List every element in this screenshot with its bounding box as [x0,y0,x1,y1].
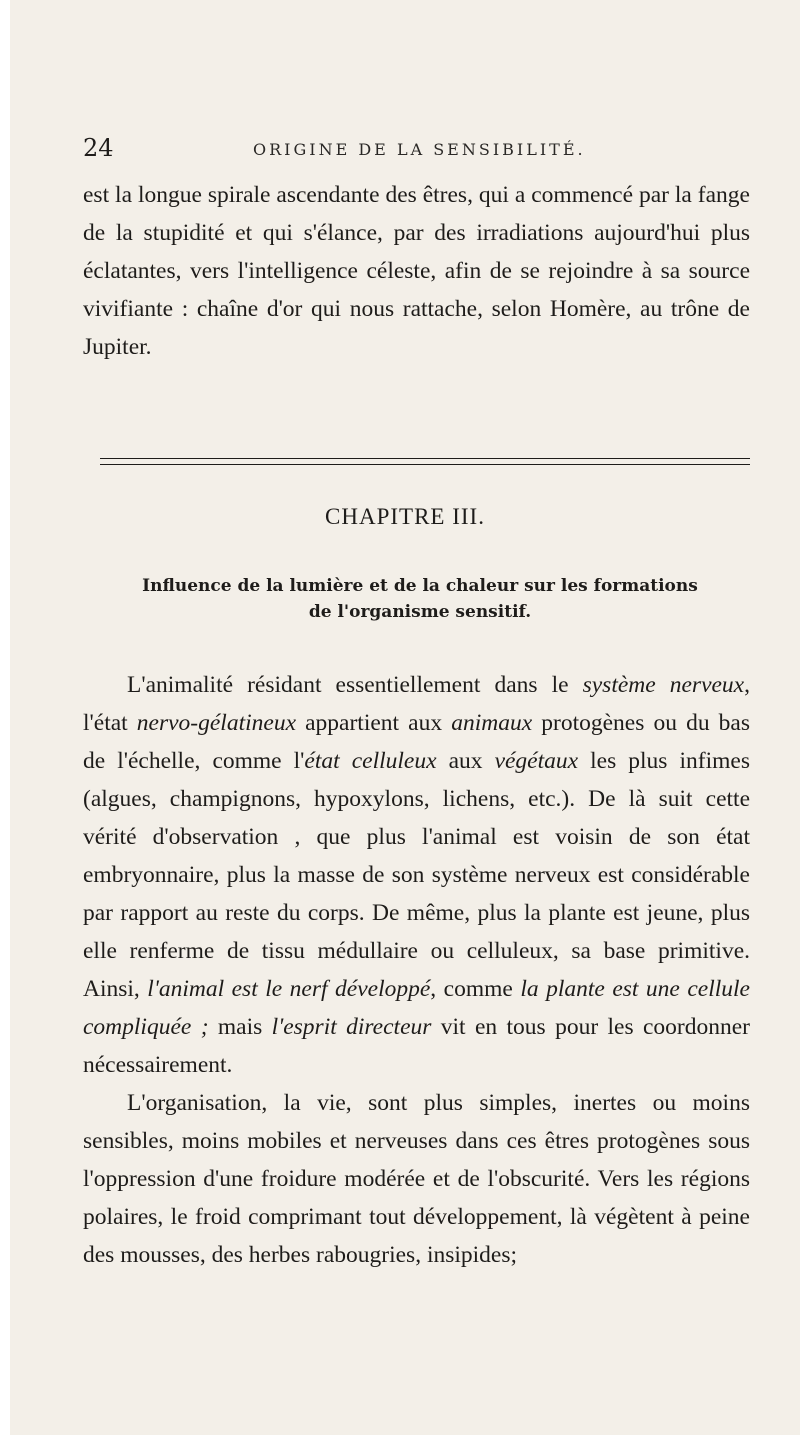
paragraph-continued [83,176,750,366]
page-number: 24 [83,134,114,162]
double-rule-top [100,458,750,459]
chapter-subtitle [90,573,750,625]
double-rule-bottom [100,464,750,465]
page-header [83,134,743,174]
chapter-subtitle-line2: de l'organisme sensitif. [308,602,532,622]
chapter-subtitle-line1: Influence de la lumière et de la chaleur sur les formations [142,576,698,596]
chapter-title: CHAPITRE III. [325,504,485,529]
chapter-body [83,666,750,1274]
paragraph-1: L'animalité résidant essentiellement dans le système nerveux, l'état nervo-gélatineux appartient aux animaux protogènes ou du bas de l'échelle, comme l'état celluleux aux végétaux les plus infimes (algues, champignons, hypoxylons, lichens, etc.). De là suit cette vérité d'observation , que plus l'animal est voisin de son état embryonnaire, plus la masse de son système nerveux est considérable par rapport au reste du corps. De même, plus la plante est jeune, plus elle renferme de tissu médullaire ou celluleux, sa base primitive. Ainsi, l'animal est le nerf développé, comme la plante est une cellule compliquée ; mais l'esprit directeur vit en tous pour les coordonner nécessairement. [83,672,751,1078]
book-page [10,0,800,1435]
paragraph-text: est la longue spirale ascendante des êtres, qui a commencé par la fange de la stupidité et qui s'élance, par des irradiations aujourd'hui plus éclatantes, vers l'intelligence céleste, afin de se rejoindre à sa source vivifiante : chaîne d'or qui nous rattache, selon Homère, au trône de Jupiter. [83,182,750,360]
running-title: ORIGINE DE LA SENSIBILITÉ. [253,140,586,159]
paragraph-2: L'organisation, la vie, sont plus simples, inertes ou moins sensibles, moins mobiles et nerveuses dans ces êtres protogènes sous l'oppression d'une froidure modérée et de l'obscurité. Vers les régions polaires, le froid comprimant tout développement, là végètent à peine des mousses, des herbes rabougries, insipides; [83,1090,750,1268]
